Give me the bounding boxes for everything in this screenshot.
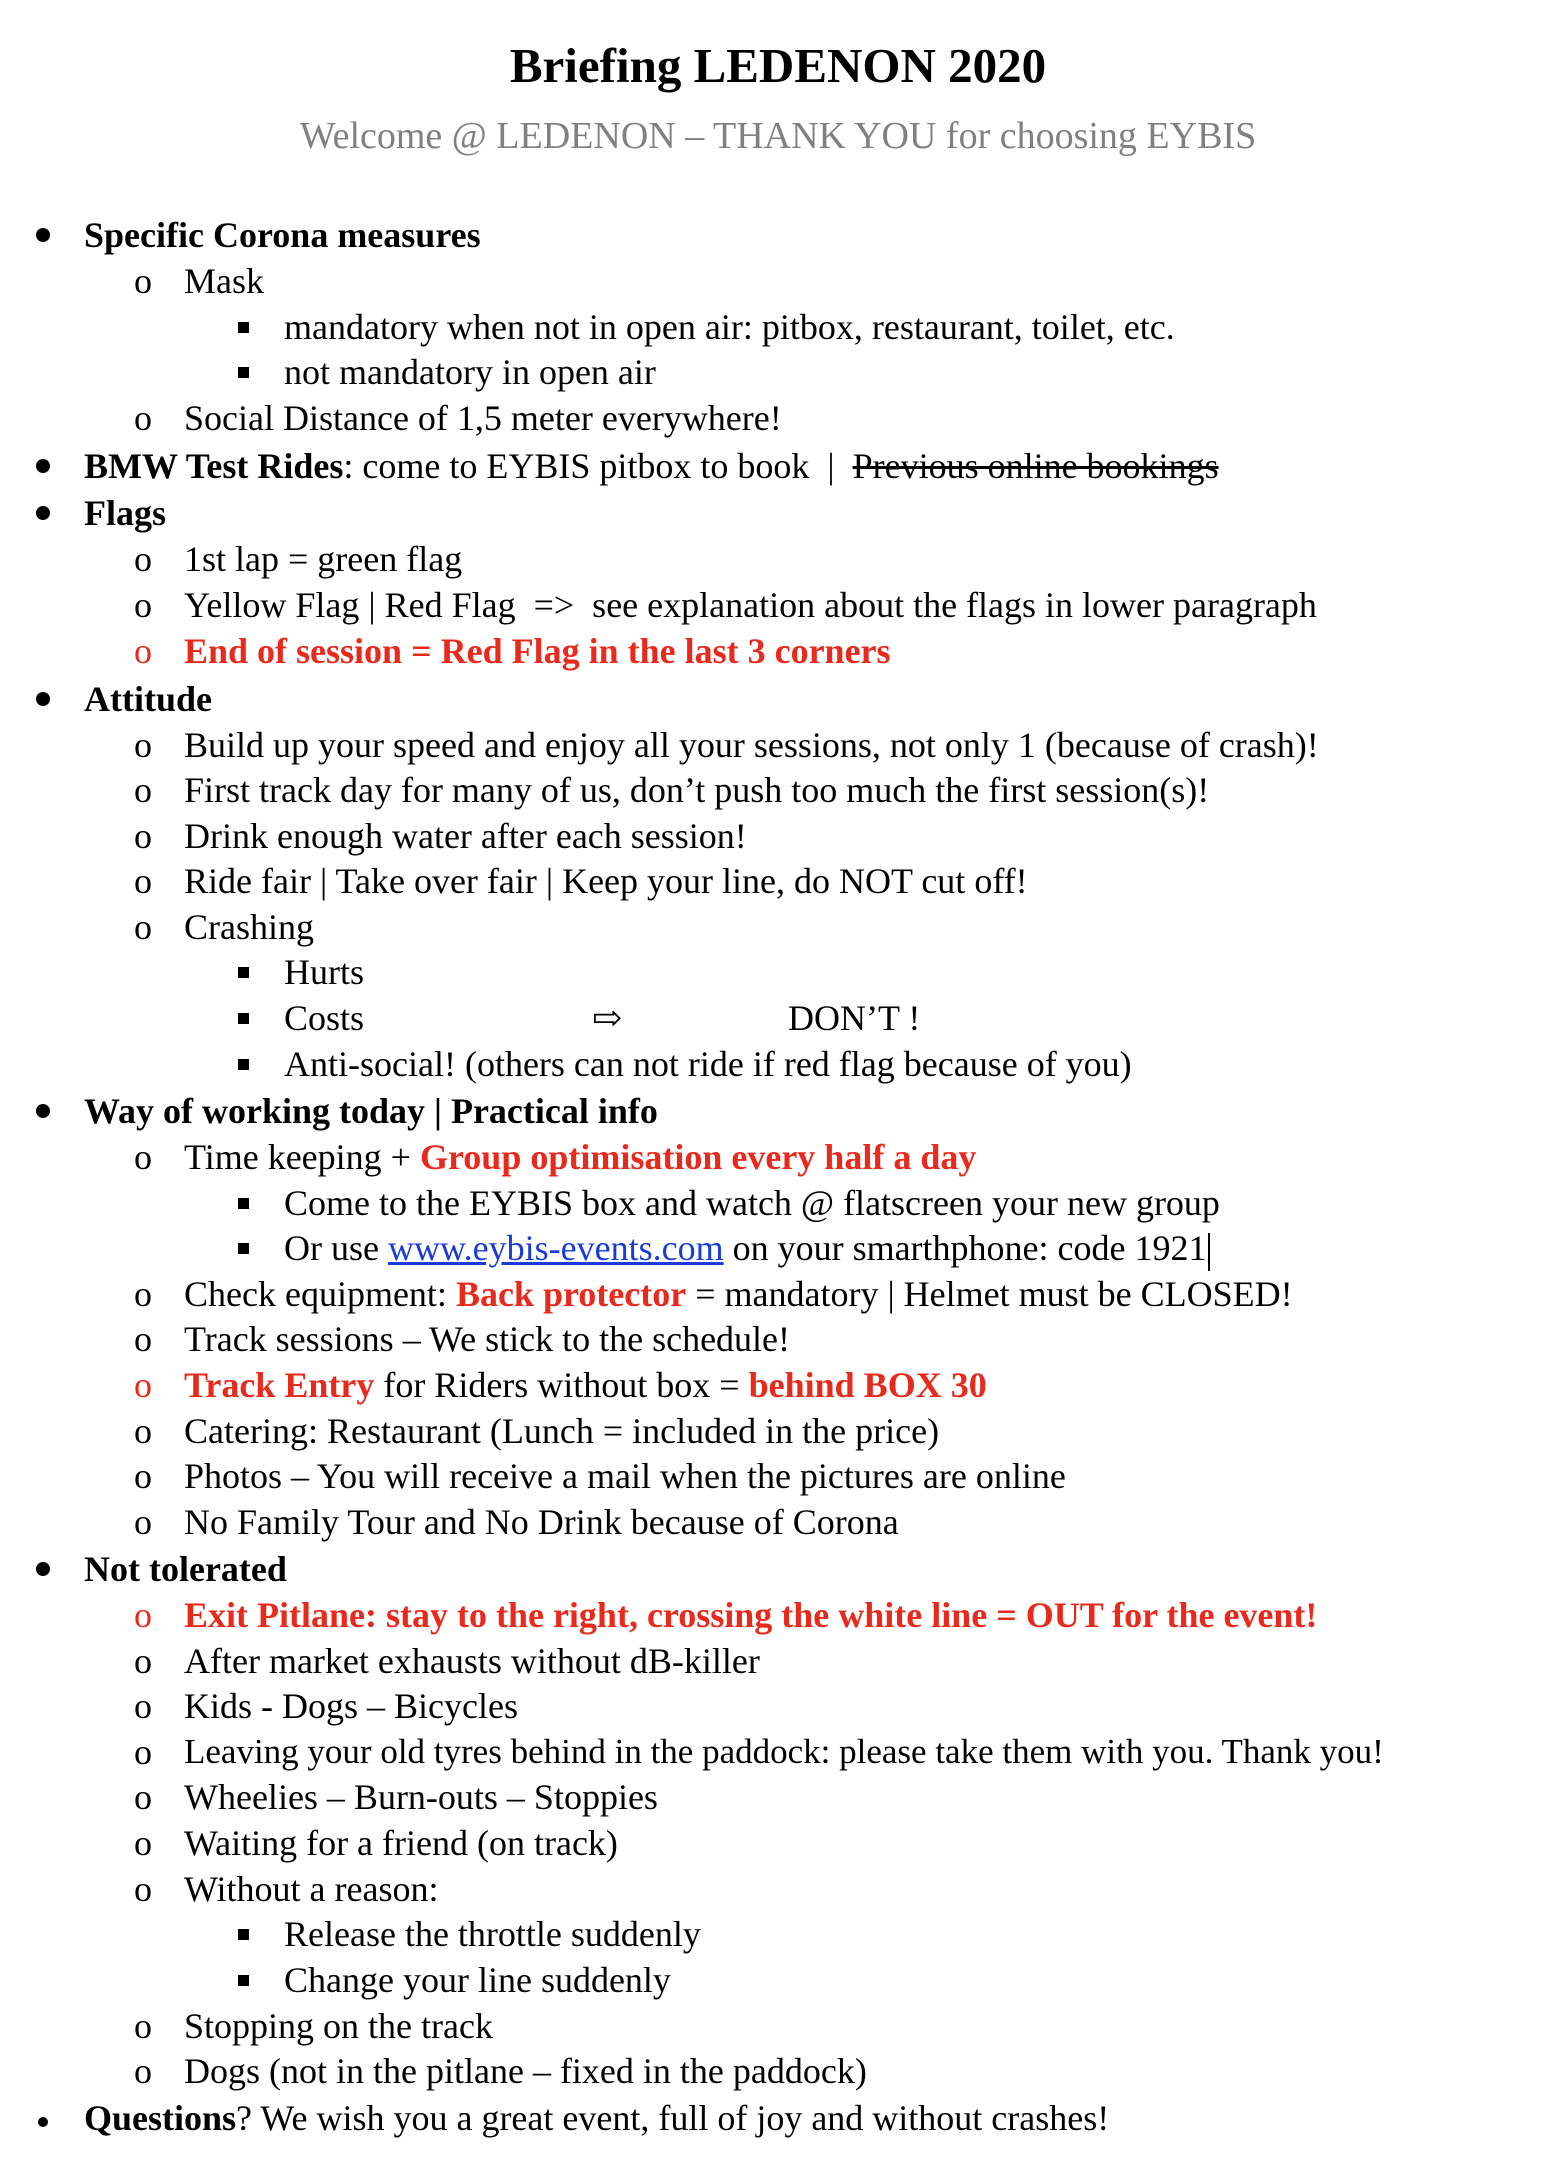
highlight-text: Track Entry [184,1365,375,1405]
item-text: Costs [284,998,365,1038]
item-text: Change your line suddenly [284,1960,671,2000]
item-text: No Family Tour and No Drink because of Corona [184,1502,899,1542]
bullet-dot [36,692,50,706]
bullet-circle: o [134,1777,152,1817]
item-text: Yellow Flag | Red Flag => see explanation about the flags in lower paragraph [184,585,1317,625]
section-heading: Not tolerated [84,1549,287,1589]
bullet-dot [36,459,50,473]
bullet-circle: o [134,1137,152,1177]
bullet-square [238,1243,249,1254]
bullet-square [238,322,249,333]
bullet-dot [36,1562,50,1576]
item-text: for Riders without box = [374,1365,749,1405]
item-text: Leaving your old tyres behind in the paddock: please take them with you. Thank you! [184,1732,1384,1771]
bullet-circle: o [134,1319,152,1359]
item-text: Anti-social! (others can not ride if red flag because of you) [284,1044,1132,1084]
bullet-circle: o [134,816,152,856]
bullet-circle: o [134,1686,152,1726]
section-heading: Attitude [84,679,212,719]
item-text: End of session = Red Flag in the last 3 corners [184,631,891,671]
highlight-text: Back protector [455,1274,687,1314]
bullet-circle: o [134,1641,152,1681]
bullet-dot [36,228,50,242]
item-text: Social Distance of 1,5 meter everywhere! [184,398,782,438]
item-text: Dogs (not in the pitlane – fixed in the paddock) [184,2051,867,2091]
item-text: Ride fair | Take over fair | Keep your line, do NOT cut off! [184,861,1028,901]
item-text: not mandatory in open air [284,352,656,392]
bullet-circle: o [134,861,152,901]
struck-text: Previous online bookings [852,446,1219,486]
item-text: Time keeping + [184,1137,420,1177]
item-text: Catering: Restaurant (Lunch = included in the price) [184,1411,940,1451]
bullet-circle: o [134,1595,152,1635]
bullet-square [238,1013,249,1024]
item-text: ? We wish you a great event, full of joy and without crashes! [236,2098,1110,2138]
bullet-square [238,1975,249,1986]
section-heading: Questions [84,2098,237,2138]
highlight-text: behind BOX 30 [748,1365,987,1405]
item-text: Drink enough water after each session! [184,816,747,856]
item-text: Build up your speed and enjoy all your sessions, not only 1 (because of crash)! [184,725,1319,765]
bullet-square [238,1198,249,1209]
item-text: Come to the EYBIS box and watch @ flatscreen your new group [284,1183,1220,1223]
item-text: Release the throttle suddenly [284,1914,701,1954]
item-text: After market exhausts without dB-killer [184,1641,760,1681]
bullet-circle: o [134,1823,152,1863]
bullet-circle: o [134,770,152,810]
item-text: Mask [184,261,264,301]
item-text: on your smarthphone: code 1921 [723,1228,1207,1268]
item-text: 1st lap = green flag [184,539,463,579]
bullet-square [238,967,249,978]
bullet-dot [36,506,50,520]
bullet-circle: o [134,1456,152,1496]
bullet-circle: o [134,539,152,579]
right-arrow-icon: ⇨ [592,998,623,1038]
section-heading: Specific Corona measures [84,215,481,255]
document-title: Briefing LEDENON 2020 [509,38,1047,93]
bullet-circle: o [134,585,152,625]
document-subtitle: Welcome @ LEDENON – THANK YOU for choosing EYBIS [299,115,1257,157]
bullet-circle: o [134,1502,152,1542]
item-text: Hurts [284,952,364,992]
item-text: Wheelies – Burn-outs – Stoppies [184,1777,658,1817]
bullet-circle: o [134,1411,152,1451]
bullet-circle: o [134,725,152,765]
bullet-circle: o [134,631,152,671]
item-text: First track day for many of us, don’t push too much the first session(s)! [184,770,1210,810]
bullet-circle: o [134,1869,152,1909]
item-text: Check equipment: [184,1274,456,1314]
item-text: Photos – You will receive a mail when the pictures are online [184,1456,1066,1496]
section-heading: BMW Test Rides [84,446,344,486]
bullet-circle: o [134,398,152,438]
bullet-square [238,1929,249,1940]
item-text: Kids - Dogs – Bicycles [184,1686,518,1726]
item-text: DON’T ! [788,998,921,1038]
highlight-text: Group optimisation every half a day [419,1137,977,1177]
bullet-dot [36,1104,50,1118]
item-text: mandatory when not in open air: pitbox, restaurant, toilet, etc. [284,307,1175,347]
bullet-circle: o [134,1365,152,1405]
item-text: Track sessions – We stick to the schedule! [184,1319,791,1359]
bullet-circle: o [134,1732,152,1772]
item-text: Or use [284,1228,388,1268]
bullet-dot [38,2117,48,2127]
item-text: : come to EYBIS pitbox to book | [343,446,853,486]
section-heading: Flags [84,493,167,533]
bullet-circle: o [134,2006,152,2046]
eybis-events-link[interactable]: www.eybis-events.com [387,1228,724,1268]
bullet-square [238,1059,249,1070]
bullet-circle: o [134,2051,152,2091]
item-text: Stopping on the track [184,2006,493,2046]
section-heading: Way of working today | Practical info [84,1091,658,1131]
bullet-circle: o [134,261,152,301]
item-text: = mandatory | Helmet must be CLOSED! [686,1274,1293,1314]
bullet-circle: o [134,1274,152,1314]
text-cursor [1208,1233,1210,1271]
item-text: Without a reason: [184,1869,439,1909]
item-text: Exit Pitlane: stay to the right, crossing the white line = OUT for the event! [184,1595,1318,1635]
item-text: Crashing [184,907,314,947]
bullet-circle: o [134,907,152,947]
bullet-square [238,367,249,378]
item-text: Waiting for a friend (on track) [184,1823,618,1863]
